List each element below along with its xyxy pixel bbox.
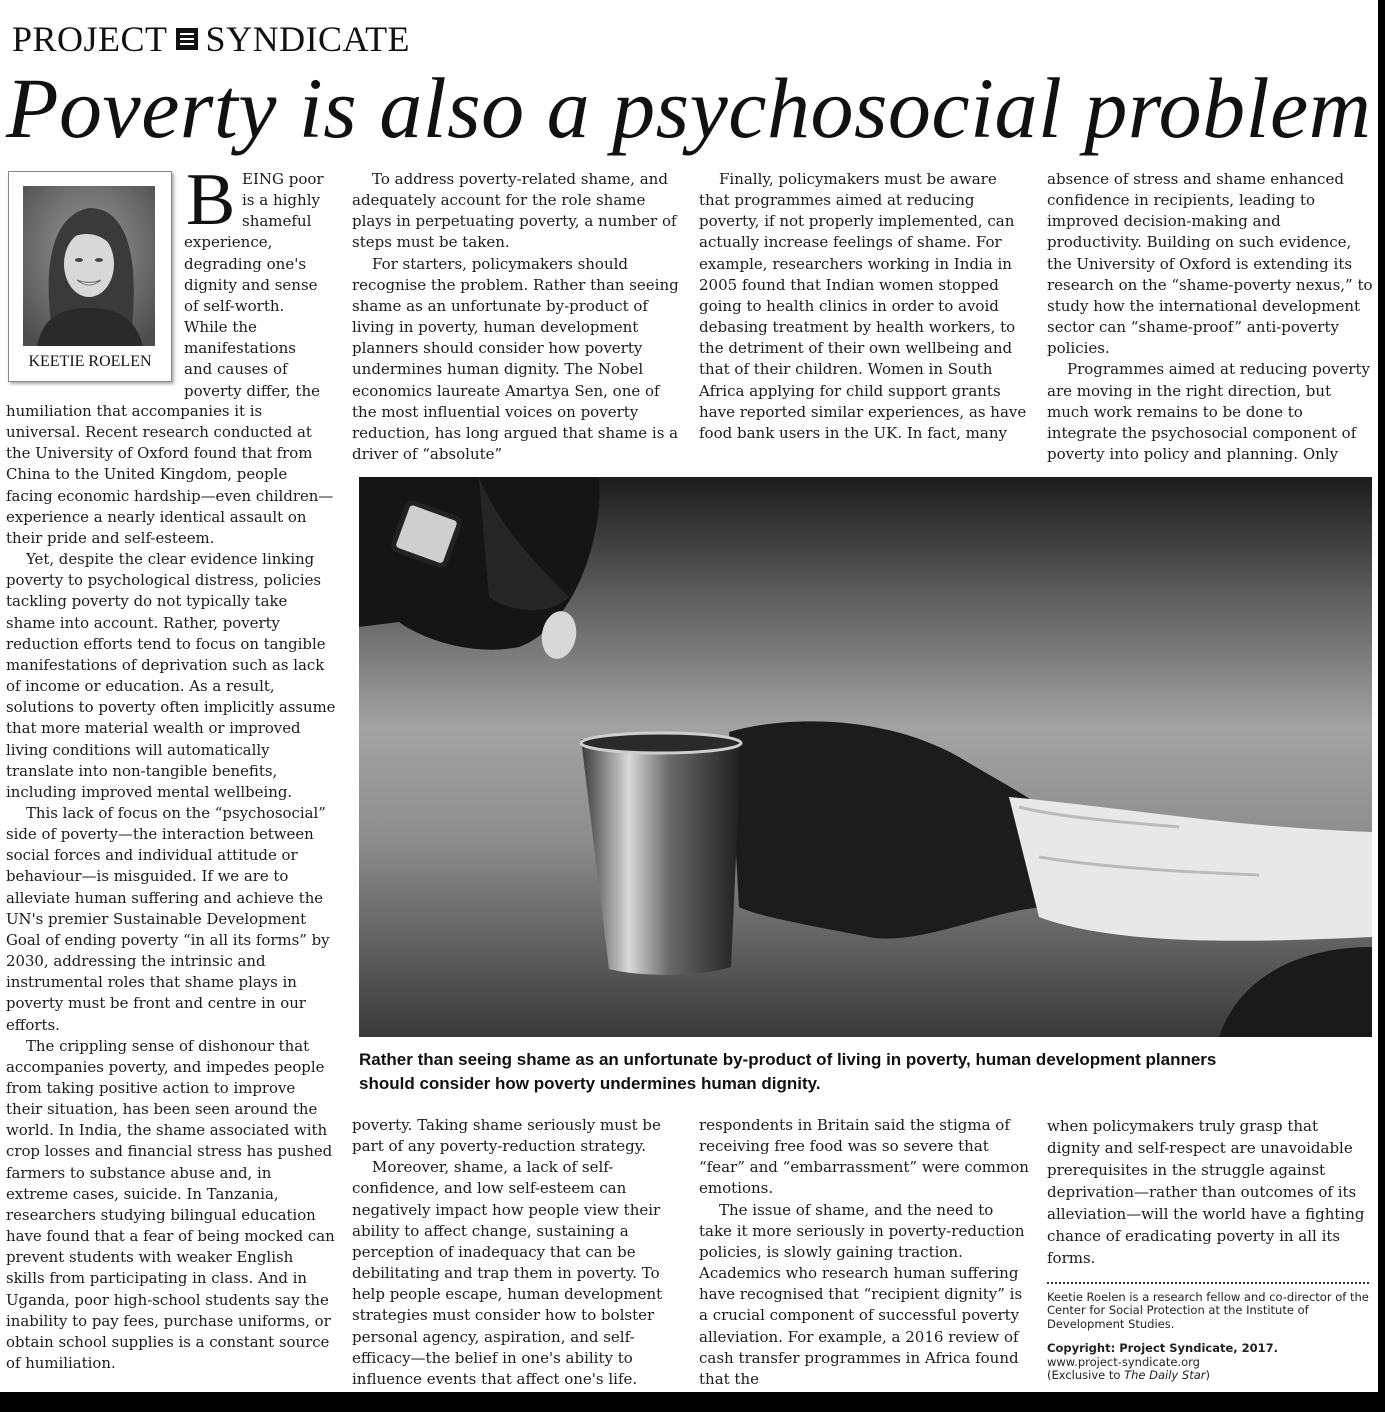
paragraph: when policymakers truly grasp that dignity and self-respect are unavoidable prerequisites in the struggle against deprivation—rather than outcomes of its alleviation—will the world have a fighting chance of eradicating poverty in all its forms. (1047, 1117, 1365, 1267)
wrap-line: is a highly (242, 191, 320, 210)
column-1 (6, 401, 336, 1374)
author-name: KEETIE ROELEN (28, 353, 152, 370)
column-4-top (1047, 169, 1374, 465)
page-edge-right (1378, 0, 1385, 1412)
masthead (12, 18, 410, 60)
paragraph: This lack of focus on the “psychosocial” side of poverty—the interaction between social forces and individual attitude or behaviour—is misguided. If we are to alleviate human suffering and achieve the UN's premier Sustainable Development Goal of ending poverty “in all its forms” by 2030, addressing the intrinsic and instrumental roles that shame plays in poverty must be front and centre in our efforts. (6, 803, 330, 1034)
author-bio: Keetie Roelen is a research fellow and co-director of the Center for Social Protection at the Institute of Development Studies. (1047, 1290, 1369, 1331)
bio-divider (1047, 1282, 1369, 1284)
paragraph: Yet, despite the clear evidence linking poverty to psychological distress, policies tackling poverty do not typically take shame into account. Rather, poverty reduction efforts tend to focus on tangible manifestations of deprivation such as lack of income or education. As a result, solutions to poverty often implicitly assume that more material wealth or improved living conditions will automatically translate into non-tangible benefits, including improved mental wellbeing. (6, 550, 336, 801)
paragraph: To address poverty-related shame, and adequately account for the role shame plays in perpetuating poverty, a number of steps must be taken. (352, 170, 677, 252)
wrap-line: While the (184, 318, 257, 337)
paragraph: Programmes aimed at reducing poverty are moving in the right direction, but much work remains to be done to integrate the psychosocial component of poverty into policy and planning. Only (1047, 360, 1370, 464)
dropcap: B (186, 159, 236, 241)
copyright-exclusive (1047, 1369, 1372, 1383)
masthead-logo-icon (176, 28, 198, 50)
page-edge-bottom (0, 1392, 1385, 1412)
paragraph: humiliation that accompanies it is universal. Recent research conducted at the University of Oxford found that from China to the United Kingdom, people facing economic hardship—even children—experience a nearly identical assault on their pride and self-esteem. (6, 402, 334, 547)
paragraph: For starters, policymakers should recognise the problem. Rather than seeing shame as an unfortunate by-product of living in poverty, human development planners should consider how poverty undermines human dignity. The Nobel economics laureate Amartya Sen, one of the most influential voices on poverty reduction, has long argued that shame is a driver of “absolute” (352, 254, 679, 464)
exclusive-suffix: ) (1205, 1368, 1210, 1382)
author-box (8, 171, 172, 382)
paragraph: absence of stress and shame enhanced confidence in recipients, leading to improved decision-making and productivity. Building on such evidence, the University of Oxford is extending its research on the “shame-poverty nexus,” to study how the international development sector can “shame-proof” anti-poverty policies. (1047, 170, 1373, 358)
masthead-right: SYNDICATE (205, 19, 411, 59)
paragraph: Moreover, shame, a lack of self-confidence, and low self-esteem can negatively impact how people view their ability to affect change, sustaining a perception of inadequacy that can be debilitating and trap them in poverty. To help people escape, human development strategies must consider how to bolster personal agency, aspiration, and self-efficacy—the belief in one's ability to influence events that affect one's life. (352, 1158, 663, 1388)
exclusive-paper: The Daily Star (1124, 1368, 1206, 1382)
author-portrait-icon (23, 186, 155, 346)
wrap-line: EING poor (242, 170, 324, 188)
masthead-left: PROJECT (12, 19, 168, 59)
wrap-line: shameful (242, 212, 312, 231)
photo-illustration (359, 477, 1372, 1037)
article-photo (359, 477, 1372, 1037)
copyright-line (1047, 1342, 1372, 1356)
copyright-url: www.project-syndicate.org (1047, 1354, 1200, 1369)
column-2-top (352, 169, 682, 465)
column-2-bottom (352, 1115, 682, 1390)
copyright-text: Copyright: Project Syndicate, 2017. (1047, 1341, 1279, 1355)
column-3-top (699, 169, 1029, 444)
wrap-line: of self-worth. (184, 296, 285, 315)
column-4-bottom (1047, 1115, 1374, 1269)
photo-caption: Rather than seeing shame as an unfortunate by-product of living in poverty, human development planners should consider how poverty undermines human dignity. (359, 1050, 1217, 1093)
headline: Poverty is also a psychosocial problem (6, 60, 1372, 156)
wrap-line: manifestations (184, 339, 296, 358)
exclusive-prefix: (Exclusive to (1047, 1368, 1125, 1382)
wrap-line: dignity and sense (184, 275, 318, 294)
wrap-line: poverty differ, the (184, 381, 320, 400)
column-1-wrap (184, 169, 334, 402)
paragraph: The issue of shame, and the need to take it more seriously in poverty-reduction policies, is slowly gaining traction. Academics who research human suffering have recognised that “recipient dignity” is a crucial component of successful poverty alleviation. For example, a 2016 review of cash transfer programmes in Africa found that the (699, 1200, 1025, 1388)
wrap-line: and causes of (184, 360, 288, 379)
copyright-block (1047, 1342, 1372, 1383)
author-photo (23, 186, 155, 346)
column-3-bottom (699, 1115, 1029, 1390)
wrap-line: degrading one's (184, 254, 307, 273)
paragraph: Finally, policymakers must be aware that programmes aimed at reducing poverty, if not properly implemented, can actually increase feelings of shame. For example, researchers working in India in 2005 found that Indian women stopped going to health clinics in order to avoid debasing treatment by health workers, to the detriment of their own wellbeing and that of their children. Women in South Africa applying for child support grants have reported similar experiences, as have food bank users in the UK. In fact, many (699, 170, 1027, 442)
paragraph: The crippling sense of dishonour that accompanies poverty, and impedes people from taking positive action to improve their situation, has been seen around the world. In India, the shame associated with crop losses and financial stress has pushed farmers to substance abuse and, in extreme cases, suicide. In Tanzania, researchers studying bilingual education have found that a fear of being mocked can prevent students with weaker English skills from participating in class. And in Uganda, poor high-school students say the inability to pay fees, purchase uniforms, or obtain school supplies is a constant source of humiliation. (6, 1036, 335, 1373)
paragraph: poverty. Taking shame seriously must be part of any poverty-reduction strategy. (352, 1116, 661, 1156)
wrap-line: experience, (184, 233, 273, 252)
paragraph: respondents in Britain said the stigma of receiving free food was so severe that “fear” and “embarrassment” were common emotions. (699, 1116, 1029, 1198)
